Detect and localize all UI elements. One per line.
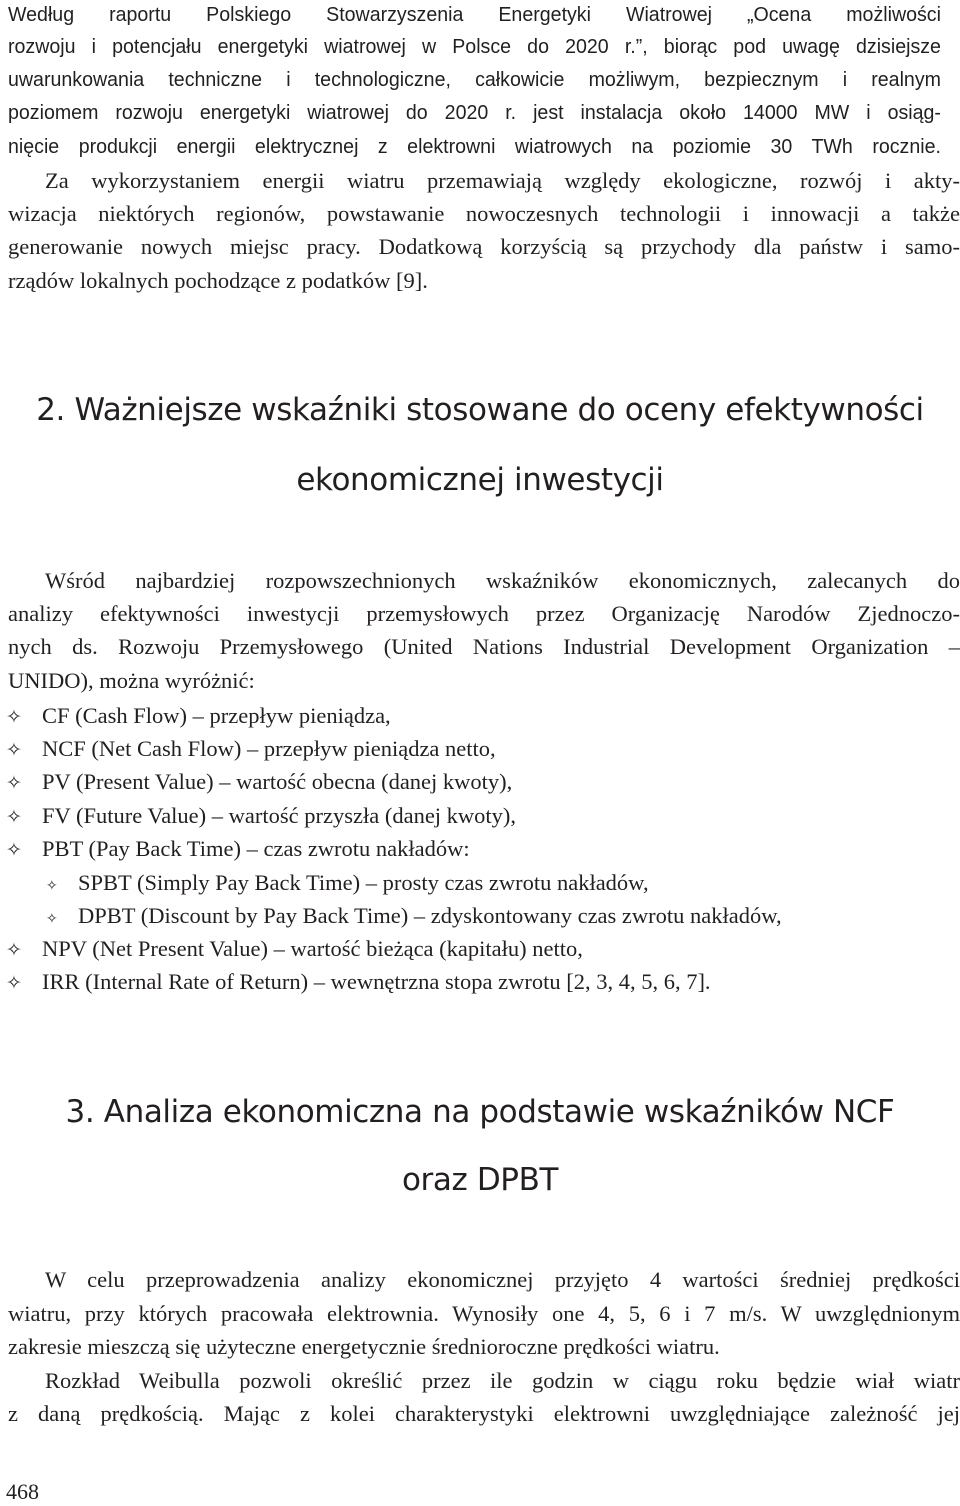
- text-line: W celu przeprowadzenia analizy ekonomicznej przyjęto 4 wartości średniej prędkości: [45, 1267, 960, 1292]
- page-number: 468: [6, 1479, 39, 1504]
- small-star-bullet-icon: ✧: [46, 911, 58, 927]
- sub-list-item: [46, 901, 782, 931]
- star-bullet-icon: ✧: [6, 806, 22, 828]
- star-bullet-icon: ✧: [6, 972, 22, 994]
- text-line: nych ds. Rozwoju Przemysłowego (United Nations Industrial Development Organization –: [8, 634, 960, 659]
- list-item: [6, 767, 512, 797]
- list-item: [6, 734, 496, 764]
- star-bullet-icon: ✧: [6, 706, 22, 728]
- list-item-text: DPBT (Discount by Pay Back Time) – zdyskontowany czas zwrotu nakładów,: [78, 903, 782, 928]
- list-item-text: CF (Cash Flow) – przepływ pieniądza,: [42, 703, 391, 728]
- text-line: generowanie nowych miejsc pracy. Dodatkową korzyścią są przychody dla państw i samo-: [8, 234, 960, 259]
- text-line: UNIDO), można wyróżnić:: [8, 668, 255, 693]
- text-line: nięcie produkcji energii elektrycznej z elektrowni wiatrowych na poziomie 30 TWh rocznie.: [8, 136, 941, 158]
- list-item-text: FV (Future Value) – wartość przyszła (danej kwoty),: [42, 803, 517, 828]
- list-item: [6, 701, 391, 731]
- text-line: uwarunkowania techniczne i technologiczne, całkowicie możliwym, bezpiecznym i realnym: [8, 69, 941, 91]
- section-heading: 2. Ważniejsze wskaźniki stosowane do oceny efektywności: [36, 392, 924, 428]
- star-bullet-icon: ✧: [6, 739, 22, 761]
- list-item-text: NPV (Net Present Value) – wartość bieżąca (kapitału) netto,: [42, 936, 583, 961]
- list-item-text: PV (Present Value) – wartość obecna (danej kwoty),: [42, 769, 513, 794]
- star-bullet-icon: ✧: [6, 772, 22, 794]
- text-line: zakresie mieszczą się użyteczne energetycznie średnioroczne prędkości wiatru.: [8, 1334, 720, 1359]
- text-line: Według raportu Polskiego Stowarzyszenia Energetyki Wiatrowej „Ocena możliwości: [8, 4, 941, 26]
- section-heading: oraz DPBT: [401, 1162, 558, 1198]
- star-bullet-icon: ✧: [6, 839, 22, 861]
- text-line: rozwoju i potencjału energetyki wiatrowej w Polsce do 2020 r.”, biorąc pod uwagę dzisiejsze: [8, 36, 941, 58]
- text-line: Wśród najbardziej rozpowszechnionych wskaźników ekonomicznych, zalecanych do: [45, 568, 960, 593]
- text-line: analizy efektywności inwestycji przemysłowych przez Organizację Narodów Zjednoczo-: [8, 601, 960, 626]
- section-heading: ekonomicznej inwestycji: [296, 462, 664, 498]
- text-line: poziomem rozwoju energetyki wiatrowej do 2020 r. jest instalacja około 14000 MW i osiąg-: [8, 102, 941, 124]
- text-line: wiatru, przy których pracowała elektrownia. Wynosiły one 4, 5, 6 i 7 m/s. W uwzględnionym: [8, 1301, 960, 1326]
- section-heading: 3. Analiza ekonomiczna na podstawie wskaźników NCF: [65, 1094, 895, 1130]
- text-line: Rozkład Weibulla pozwoli określić przez ile godzin w ciągu roku będzie wiał wiatr: [45, 1368, 960, 1393]
- list-item: [6, 801, 516, 831]
- sub-list-item: [46, 868, 649, 898]
- list-item-text: NCF (Net Cash Flow) – przepływ pieniądza netto,: [42, 736, 496, 761]
- list-item-text: PBT (Pay Back Time) – czas zwrotu nakładów:: [42, 836, 470, 861]
- list-item: [6, 834, 470, 864]
- star-bullet-icon: ✧: [6, 939, 22, 961]
- text-line: Za wykorzystaniem energii wiatru przemawiają względy ekologiczne, rozwój i akty-: [45, 168, 960, 193]
- text-line: rządów lokalnych pochodzące z podatków [9].: [8, 268, 428, 293]
- list-item-text: SPBT (Simply Pay Back Time) – prosty czas zwrotu nakładów,: [78, 870, 649, 895]
- list-item-text: IRR (Internal Rate of Return) – wewnętrzna stopa zwrotu [2, 3, 4, 5, 6, 7].: [42, 969, 711, 994]
- small-star-bullet-icon: ✧: [46, 878, 58, 894]
- text-line: wizacja niektórych regionów, powstawanie nowoczesnych technologii i innowacji a także: [8, 201, 960, 226]
- list-item: [6, 967, 711, 997]
- text-line: z daną prędkością. Mając z kolei charakterystyki elektrowni uwzględniające zależność jej: [8, 1401, 960, 1426]
- list-item: [6, 934, 583, 964]
